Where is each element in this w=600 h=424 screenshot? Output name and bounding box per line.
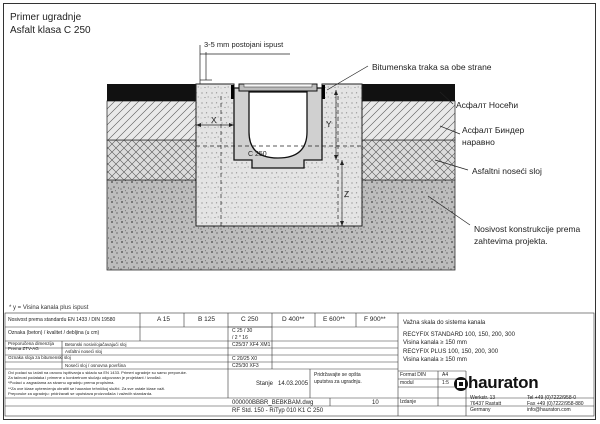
- dim-x-label: X: [211, 115, 217, 125]
- title-line-1: Primer ugradnje: [10, 12, 82, 23]
- tb-date: 14.03.2005: [278, 381, 309, 387]
- tb-scale-val: 1:5: [442, 380, 449, 386]
- tb-left-row-6: Noseći sloj / osnovna površina: [65, 363, 126, 368]
- tb-product-head: Važna skala do sistema kanala: [403, 320, 486, 326]
- tb-project-note-1: Pridržavajte se opšta: [314, 372, 361, 378]
- label-asphalt-binder-2: наравно: [462, 137, 495, 147]
- tb-product-2: Visina kanala ≥ 150 mm: [403, 340, 467, 346]
- tb-product-1: RECYFIX STANDARD 100, 150, 200, 300: [403, 332, 515, 338]
- tb-address-3: Germany: [470, 407, 491, 413]
- tb-note-5: Preporuke za ugradnju: pridržavati se uputstava proizvođača i važećih standarda.: [8, 391, 153, 396]
- tb-class-e600: E 600**: [323, 316, 346, 323]
- tb-project-note-2: uputstva za ugradnju.: [314, 379, 362, 385]
- label-asphalt-base: Asfaltni noseći sloj: [472, 166, 542, 176]
- load-class-label: C 250: [248, 151, 267, 158]
- tb-contact-1: Tel +49 (0)7222/958-0: [527, 395, 577, 401]
- label-subbase-1: Nosivost konstrukcije prema: [474, 224, 581, 234]
- dim-y-label: Y: [326, 119, 332, 129]
- tb-note-2: Za tačnost podataka i primene u konkretnom slučaju odgovoran je projektant / izvođač.: [8, 375, 162, 380]
- tb-left-row-1: Preporučena dimenzija: [8, 341, 55, 346]
- tb-address-2: 76437 Rastatt: [470, 401, 502, 407]
- tb-left-row-5: Asfaltni noseći sloj: [65, 349, 103, 354]
- title-line-2: Asfalt klasa C 250: [10, 25, 91, 36]
- tb-doc-ref: RF Std. 150 - RiTyp 010 K1 C 250: [232, 408, 324, 414]
- label-asphalt-top: Асфалт Носећи: [456, 100, 519, 110]
- tb-left-row-2: Prema ZTV-AG: [8, 346, 39, 351]
- label-asphalt-binder-1: Асфалт Биндер: [462, 125, 525, 135]
- tb-revision-label: Izdanje: [400, 399, 417, 405]
- gap-note: 3-5 mm postojani ispust: [204, 40, 284, 49]
- tb-concrete-text: Oznaka (beton) / kvalitet / debljina (u cm): [8, 330, 100, 336]
- tb-product-4: Visina kanala ≥ 150 mm: [403, 357, 467, 363]
- tb-doc-num: 10: [372, 400, 379, 406]
- tb-address-1: Werkstr. 13: [470, 395, 496, 401]
- dim-z-label: Z: [344, 189, 350, 199]
- tb-note-3: *Podaci u zagradama za stvarnu ugradnju prema propisima.: [8, 380, 115, 385]
- tb-date-label: Stanje: [256, 381, 274, 387]
- tb-class-d400: D 400**: [282, 316, 305, 323]
- tb-class-b125: B 125: [198, 316, 215, 323]
- tb-left-row-3: Betonski nosivi/ojačavajući sloj: [65, 342, 127, 347]
- tb-load-class-text: Nosivost prema standardu EN 1433 / DIN 19580: [8, 317, 116, 323]
- label-bitumen-strip: Bitumenska traka sa obe strane: [372, 62, 492, 72]
- tb-note-1: Ovi podaci su izdati na osnovu ispitivanja u skladu sa EN 1433. Primeri ugradnje su samo preporuke.: [8, 370, 187, 375]
- tb-product-3: RECYFIX PLUS 100, 150, 200, 300: [403, 349, 499, 355]
- tb-left-row-4: Oznaka sloja za bitumenski sloj: [8, 355, 71, 360]
- tb-format-label: Format DIN: [400, 372, 426, 378]
- tb-class-a15: A 15: [157, 316, 171, 323]
- label-subbase-2: zahtevima projekta.: [474, 236, 548, 246]
- tb-c250-val-3: C25/37 XF4 XM1: [232, 342, 271, 348]
- tb-c250-val-2: / 2 * 16: [232, 335, 248, 341]
- footnote: * y = Visina kanala plus ispust: [9, 305, 89, 311]
- tb-doc-number: 000000BBBR_BEBKBAM.dwg: [232, 400, 314, 406]
- tb-format-val: A4: [442, 372, 449, 378]
- hauraton-logo-icon: [454, 377, 468, 391]
- company-logo-text: hauraton: [468, 373, 539, 392]
- tb-contact-3: info@hauraton.com: [527, 407, 571, 413]
- tb-class-f900: F 900**: [364, 316, 386, 323]
- tb-c250-val-5: C25/30 XF3: [232, 363, 259, 369]
- tb-c250-val-1: C 25 / 30: [232, 328, 253, 334]
- tb-note-4: **Za ove klase opterećenja obratiti se hauraton tehničkoj službi. Za sve ostale klase važi.: [8, 386, 166, 391]
- tb-contact-2: Fax +49 (0)7222/958-880: [527, 401, 584, 407]
- tb-c250-val-4: C 20/25 X0: [232, 356, 258, 362]
- tb-class-c250: C 250: [241, 316, 259, 323]
- tb-scale-label: modul: [400, 380, 414, 386]
